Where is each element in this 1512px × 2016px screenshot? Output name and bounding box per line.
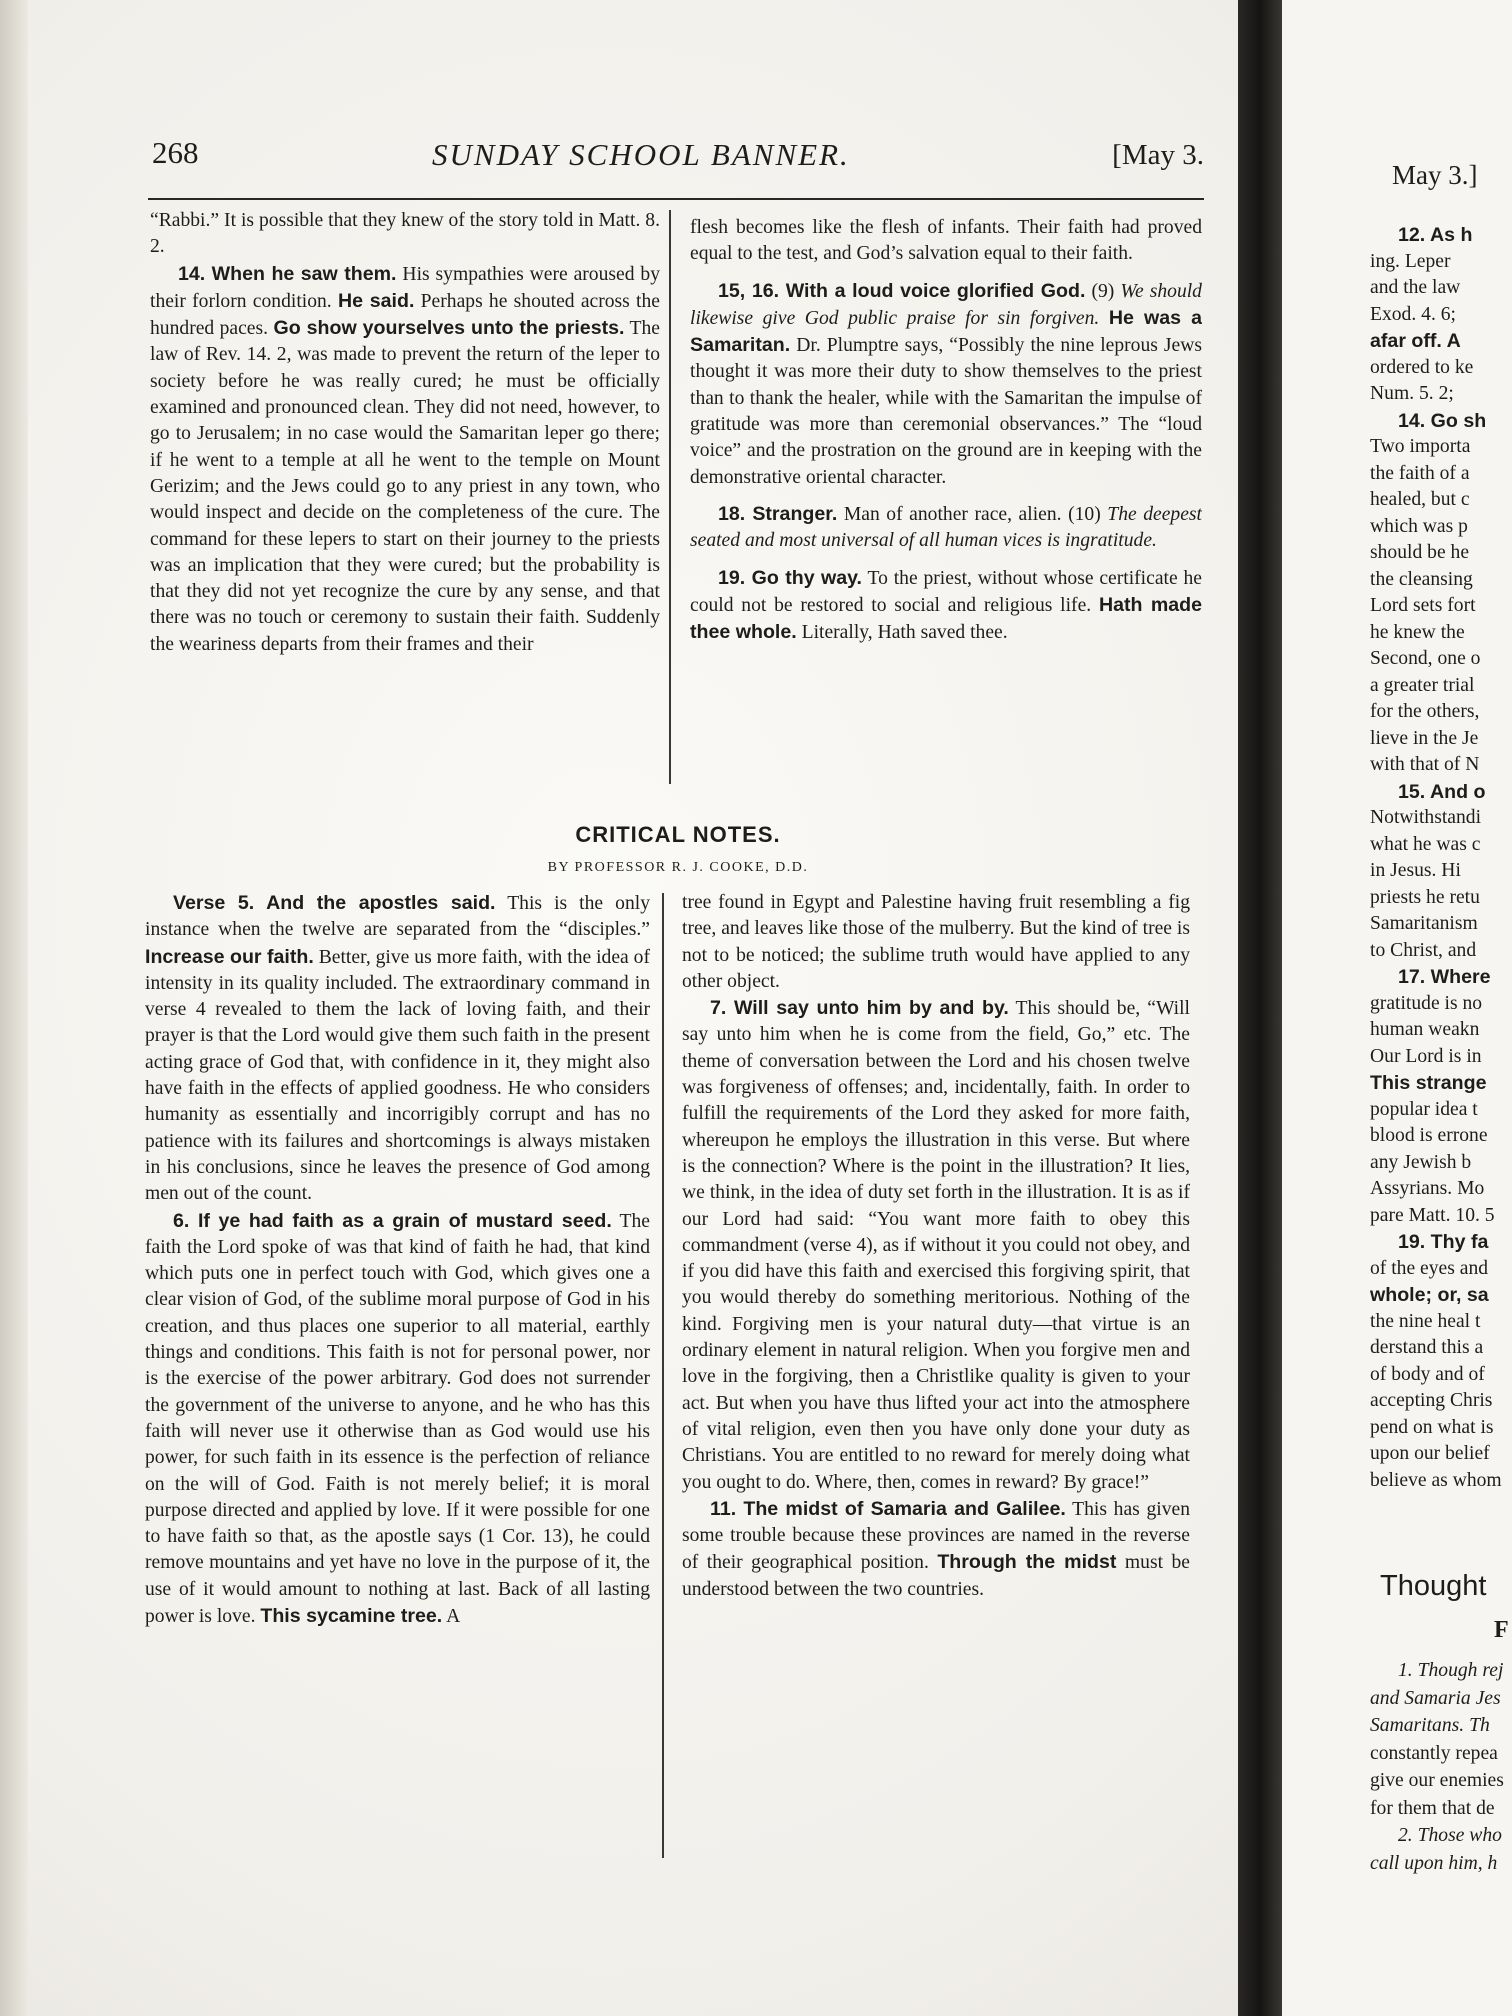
running-head bbox=[152, 135, 1204, 179]
facing-line: the faith of a bbox=[1370, 462, 1470, 484]
facing-line: 2. Those who bbox=[1398, 1825, 1502, 1846]
facing-line: Num. 5. 2; bbox=[1370, 383, 1454, 404]
facing-line: should be he bbox=[1370, 542, 1470, 563]
facing-line: priests he retu bbox=[1370, 886, 1480, 908]
paragraph-verse-5 bbox=[145, 890, 650, 1208]
verse-text: (9) bbox=[1085, 280, 1121, 302]
facing-line: ing. Leper bbox=[1370, 250, 1451, 272]
facing-line: Lord sets fort bbox=[1370, 595, 1476, 616]
facing-line: 17. Where bbox=[1398, 966, 1491, 988]
paragraph-verse-6 bbox=[145, 1208, 650, 1631]
facing-line: ordered to ke bbox=[1370, 356, 1474, 378]
facing-page-thoughts-text bbox=[1370, 1657, 1504, 1877]
facing-line: with that of N bbox=[1370, 754, 1480, 775]
facing-line: and the law bbox=[1370, 277, 1461, 298]
facing-page-thoughts-heading: Thought bbox=[1380, 1570, 1487, 1602]
verse-heading: 15, 16. With a loud voice glorified God. bbox=[718, 279, 1086, 302]
verse-heading: He said. bbox=[337, 289, 415, 312]
facing-line: human weakn bbox=[1370, 1019, 1480, 1040]
facing-line: call upon him, h bbox=[1370, 1852, 1498, 1874]
critical-notes-byline: BY PROFESSOR R. J. COOKE, D.D. bbox=[547, 860, 809, 875]
verse-heading: 18. Stranger. bbox=[718, 502, 838, 525]
facing-line: healed, but c bbox=[1370, 489, 1470, 510]
verse-heading: He was a Samaritan. bbox=[690, 306, 1202, 357]
facing-line: which was p bbox=[1370, 515, 1468, 537]
facing-line: what he was c bbox=[1370, 833, 1481, 855]
paragraph-verse-15-16 bbox=[690, 278, 1202, 491]
verse-heading: This sycamine tree. bbox=[260, 1605, 443, 1628]
verse-text: Better, give us more faith, with the idea of intensity in its quality included. The extraordinary command in verse 4 revealed to them the lack of loving faith, and their prayer is that the Lord would give them such faith in the present acting grace of God that, with confidence in it, they might also have faith in the effects of applied goodness. He who considers humanity as essentially and incorrigibly corrupt and has no patience with its failures and shortcomings is always mistaken in his conclusions, since he leaves the presence of God among men out of the count. bbox=[145, 946, 650, 1205]
verse-text: His sympathies were aroused by their forlorn condition. bbox=[150, 263, 660, 312]
journal-title: SUNDAY SCHOOL BANNER. bbox=[432, 137, 850, 172]
verse-text: This is the only instance when the twelve are separated from the “disciples.” bbox=[145, 893, 650, 941]
verse-heading: 6. If ye had faith as a grain of mustard seed. bbox=[173, 1209, 612, 1232]
facing-page-subheading: F bbox=[1494, 1617, 1509, 1643]
facing-line: 1. Though rej bbox=[1398, 1660, 1504, 1681]
facing-line: upon our belief bbox=[1370, 1443, 1490, 1464]
facing-line: Assyrians. Mo bbox=[1370, 1178, 1485, 1199]
facing-line: believe as whom bbox=[1370, 1469, 1502, 1491]
facing-line: pare Matt. 10. 5 bbox=[1370, 1204, 1495, 1226]
facing-line: This strange bbox=[1370, 1072, 1487, 1094]
paragraph-rabbi: “Rabbi.” It is possible that they knew of the story told in Matt. 8. 2. bbox=[150, 210, 660, 258]
facing-line: gratitude is no bbox=[1370, 992, 1483, 1014]
facing-line: of body and of bbox=[1370, 1363, 1485, 1385]
facing-line: any Jewish b bbox=[1370, 1151, 1472, 1173]
facing-line: he knew the bbox=[1370, 621, 1465, 643]
verse-text: The faith the Lord spoke of was that kind of faith he had, that kind which puts one in perfect touch with God, which gives one a clear vision of God, of the sublime moral purpose of God in his creation, and thus places one superior to all material, earthly things and conditions. This faith is not for personal power, nor is the exercise of the power arbitrary. God does not surrender the government of the universe to anyone, and he who has this faith will never use it otherwise than as God would use his power, for such faith in its essence is the perfection of reliance on the will of God. Faith is not merely belief; it is moral purpose directed and applied by love. If it were possible for one to have faith so that, as the apostle says (1 Cor. 13), he could remove mountains and yet have no love in the purpose of it, the use of it would amount to nothing at last. Back of all lasting power is love. bbox=[145, 1210, 650, 1628]
verse-text: Man of another race, alien. (10) bbox=[837, 503, 1108, 525]
facing-line: the nine heal t bbox=[1370, 1310, 1481, 1332]
facing-line: Exod. 4. 6; bbox=[1370, 303, 1456, 325]
facing-line: derstand this a bbox=[1370, 1337, 1484, 1358]
paragraph-verse-14 bbox=[150, 261, 660, 658]
verse-heading: Hath made thee whole. bbox=[690, 593, 1202, 644]
page-number: 268 bbox=[152, 135, 199, 170]
facing-page-header: May 3.] bbox=[1392, 160, 1478, 190]
critical-notes-title: CRITICAL NOTES. bbox=[575, 822, 781, 847]
column-rule-top bbox=[669, 210, 671, 784]
verse-heading: Increase our faith. bbox=[145, 945, 314, 968]
facing-line: pend on what is bbox=[1370, 1416, 1494, 1438]
book-gutter bbox=[1238, 0, 1282, 2016]
verse-text: The law of Rev. 14. 2, was made to prevent the return of the leper to society before he was really cured; he must be officially examined and pronounced clean. They did not need, however, to go to Jerusalem; in no case would the Samaritan leper go there; if he went to a temple at all he went to the temple on Mount Gerizim; and the Jews could go to any priest in any town, who would inspect and decide on the completeness of the cure. The command for these lepers to start on their journey to the priests was an implication that they were cured; but the probability is that they did not yet recognize the cure by any sense, and that there was no touch or ceremony to sustain their faith. Suddenly the weariness departs from their frames and their bbox=[150, 318, 660, 655]
verse-text: must be understood between the two countries. bbox=[682, 1552, 1190, 1600]
verse-heading: 19. Go thy way. bbox=[718, 566, 862, 589]
facing-line: in Jesus. Hi bbox=[1370, 860, 1461, 881]
verse-text: This has given some trouble because these provinces are named in the reverse of their geographical position. bbox=[682, 1498, 1190, 1574]
paragraph-verse-19 bbox=[690, 565, 1202, 647]
verse-text: Dr. Plumptre says, “Possibly the nine leprous Jews thought it was more their duty to show themselves to the priest than to thank the healer, while with the Samaritan the impulse of gratitude was more than ceremonial observances.” The “loud voice” and the prostration on the ground are in keeping with the demonstrative oriental character. bbox=[690, 335, 1202, 488]
verse-text bbox=[1099, 308, 1109, 329]
facing-line: for the others, bbox=[1370, 701, 1480, 722]
verse-heading: Go show yourselves unto the priests. bbox=[273, 317, 625, 340]
facing-line: 19. Thy fa bbox=[1398, 1231, 1489, 1253]
facing-line: Our Lord is in bbox=[1370, 1045, 1482, 1067]
verse-heading: 11. The midst of Samaria and Galilee. bbox=[710, 1497, 1066, 1520]
header-rule bbox=[148, 198, 1204, 200]
facing-line: and Samaria Jes bbox=[1370, 1687, 1501, 1709]
facing-line: popular idea t bbox=[1370, 1098, 1478, 1120]
column-rule-bottom bbox=[662, 893, 664, 1858]
paragraph-verse-7 bbox=[682, 995, 1190, 1496]
facing-line: accepting Chris bbox=[1370, 1390, 1493, 1411]
column-bottom-right bbox=[682, 890, 1190, 1866]
facing-line: Second, one o bbox=[1370, 648, 1481, 669]
facing-line: of the eyes and bbox=[1370, 1257, 1489, 1279]
lesson-italic: The deepest seated and most universal of all human vices is ingratitude. bbox=[690, 503, 1202, 552]
verse-heading: Verse 5. And the apostles said. bbox=[173, 892, 496, 914]
facing-page bbox=[1282, 0, 1512, 2016]
lesson-italic: We should likewise give God public praise for sin forgiven. bbox=[690, 280, 1202, 329]
verse-text: This should be, “Will say unto him when he is come from the field, Go,” etc. The theme of conversation between the Lord and his chosen twelve was forgiveness of offenses; and, incidentally, faith. In order to fulfill the requirements of the Lord they asked for more faith, whereupon he employs the illustration in this verse. But where is the connection? Where is the point in the illustration? It lies, we think, in the idea of duty set forth in the illustration. It is as if our Lord had said: “You want more faith to obey this commandment (verse 4), as if without it you could not obey, and if you did have this faith and exercised this forgiving spirit, that you would thereby do something meritorious. Nothing of the kind. Forgiving men is your natural duty—that virtue is an ordinary element in natural religion. When you forgive men and love in the forgiving, then a Christlike quality is given to your act. But when you have thus lifted your act into the atmosphere of vital religion, even then you have only done your duty as Christians. You are entitled to no reward for merely doing what you ought to do. Where, then, comes in reward? By grace!” bbox=[682, 998, 1190, 1493]
facing-line: 15. And o bbox=[1398, 780, 1486, 803]
facing-line: Notwithstandi bbox=[1370, 807, 1482, 828]
paragraph-verse-18 bbox=[690, 501, 1202, 555]
issue-date: [May 3. bbox=[1112, 139, 1204, 171]
verse-heading: Through the midst bbox=[937, 1551, 1117, 1574]
facing-line: to Christ, and bbox=[1370, 939, 1477, 961]
facing-line: constantly repea bbox=[1370, 1742, 1498, 1764]
facing-line: Two importa bbox=[1370, 436, 1471, 457]
paragraph-continued: tree found in Egypt and Palestine having fruit resembling a fig tree, and leaves like those of the mulberry. But the kind of tree is not to be noticed; the sublime truth would have applied to any other object. bbox=[682, 892, 1190, 992]
facing-page-text bbox=[1370, 222, 1512, 1494]
facing-line: whole; or, sa bbox=[1370, 1284, 1489, 1306]
facing-line: 12. As h bbox=[1398, 224, 1473, 246]
facing-line: 14. Go sh bbox=[1398, 409, 1487, 432]
verse-text: To the priest, without whose certificate he could not be restored to social and religious life. bbox=[690, 567, 1202, 616]
facing-line: a greater trial bbox=[1370, 674, 1475, 696]
verse-text: Perhaps he shouted across the hundred paces. bbox=[150, 290, 660, 340]
facing-line: afar off. A bbox=[1370, 330, 1461, 352]
column-top-right bbox=[690, 215, 1202, 795]
paragraph-continued: flesh becomes like the flesh of infants. Their faith had proved equal to the test, and God’s salvation equal to their faith. bbox=[690, 217, 1202, 265]
column-bottom-left bbox=[145, 890, 650, 1866]
facing-line: Samaritanism bbox=[1370, 913, 1478, 934]
facing-line: the cleansing bbox=[1370, 568, 1473, 590]
facing-line: blood is errone bbox=[1370, 1125, 1488, 1146]
facing-line: give our enemies bbox=[1370, 1770, 1504, 1791]
verse-heading: 7. Will say unto him by and by. bbox=[710, 997, 1009, 1020]
verse-text: A bbox=[442, 1606, 461, 1628]
facing-line: lieve in the Je bbox=[1370, 727, 1479, 749]
column-top-left bbox=[150, 208, 660, 794]
facing-line: Samaritans. Th bbox=[1370, 1715, 1490, 1736]
facing-line: for them that de bbox=[1370, 1797, 1495, 1819]
verse-text: Literally, Hath saved thee. bbox=[796, 622, 1008, 644]
verse-heading: 14. When he saw them. bbox=[178, 262, 397, 285]
paragraph-verse-11 bbox=[682, 1496, 1190, 1603]
